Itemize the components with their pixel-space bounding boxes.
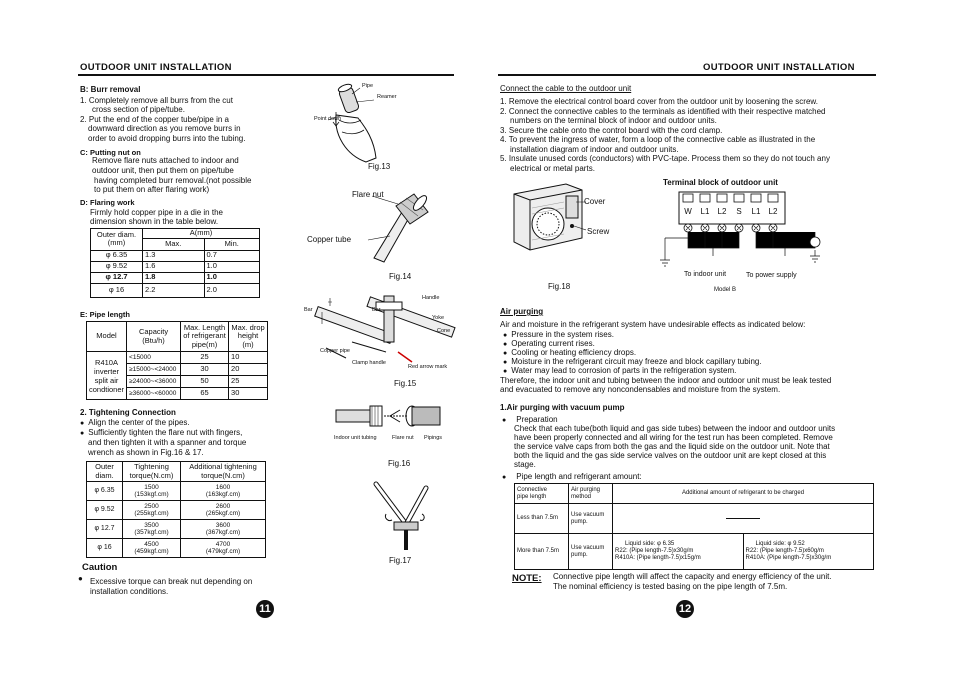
left-header: OUTDOOR UNIT INSTALLATION — [80, 62, 232, 73]
prep-line-3: the service valve caps from both the gas and the liquid side on the outdoor unit. Note that — [514, 442, 830, 451]
fig16-label-flare: Flare nut — [392, 435, 414, 441]
purge-bullet-5: ● Water may lead to corrosion of parts in the refrigeration system. — [503, 366, 736, 377]
purge-para-2b: and evacuated to remove any noncondensables and moisture from the system. — [500, 385, 781, 394]
connect-step-5b: electrical or metal parts. — [510, 164, 595, 173]
connect-step-5: 5. Insulate unused cords (conductors) with PVC-tape. Process them so they do not touch any — [500, 154, 830, 163]
pipe-model-cell: R410A inverter split air condtioner — [87, 352, 127, 400]
model-b-label: Model B — [714, 287, 737, 293]
connect-step-4: 4. To prevent the ingress of water, form a loop of the connective cable as illustrated in the — [500, 135, 816, 144]
caution-line-2: installation conditions. — [90, 587, 169, 596]
connect-step-2: 2. Connect the connective cables to the terminals as identified with their respective matched — [500, 107, 826, 116]
table-row: ≥15000~<24000 30 20 — [87, 364, 268, 376]
nut-title: C: Putting nut on — [80, 148, 141, 157]
refrigerant-table — [514, 483, 874, 570]
note-label: NOTE: — [512, 573, 542, 584]
table-row: φ 6.35 1.3 0.7 — [91, 250, 260, 261]
empty-amount-dash — [726, 518, 760, 519]
burr-line-1: 1. Completely remove all burrs from the cut — [80, 96, 233, 105]
nut-line-3: having completed burr removal.(not possible — [94, 176, 252, 185]
pipe-th-cap: Capacity (Btu/h) — [127, 322, 181, 352]
table-row: φ 9.52 2500 (255kgf.cm) 2600 (265kgf.cm) — [87, 501, 266, 520]
pipe-length-bullet: ● Pipe length and refrigerant amount: — [502, 472, 642, 483]
terminal-block-diagram — [655, 190, 825, 276]
terminal-label: L1 — [751, 207, 761, 216]
burr-line-4: downward direction as you remove burrs in — [88, 124, 241, 133]
nut-line-1: Remove flare nuts attached to indoor and — [92, 156, 239, 165]
fig16-label-indoor: Indoor unit tubing — [334, 435, 377, 441]
flare-th-min: Min. — [204, 238, 259, 250]
terminal-label: L1 — [700, 207, 710, 216]
table-row: Less than 7.5m Use vacuum pump. — [515, 504, 874, 534]
fig15-label-bar-1: Bar — [304, 307, 313, 313]
vacuum-title: 1.Air purging with vacuum pump — [500, 403, 625, 412]
fig16-caption: Fig.16 — [388, 459, 411, 468]
prep-line-2: have been properly connected and all wiring for the test run has been completed. Remove — [514, 433, 833, 442]
connect-title: Connect the cable to the outdoor unit — [500, 84, 632, 93]
table-row: φ 12.7 1.8 1.0 — [91, 272, 260, 283]
fig16-pipe-connection-illustration — [330, 396, 450, 436]
table-row: φ 12.7 3500 (357kgf.cm) 3600 (367kgf.cm) — [87, 520, 266, 539]
fig17-spanner-illustration — [366, 478, 446, 552]
table-row: More than 7.5m Use vacuum pump. Liquid side: φ 6.35 R22: (Pipe length-7.5)x30g/m R410A: (Pipe length-7.5)x15g/m Liquid side: φ 9.52 R22: (Pipe length-7.5)x60g/m R410A: (Pipe length-7.5)x30g/m — [515, 534, 874, 570]
pipe-table — [86, 321, 268, 400]
purge-bullet-3: ● Cooling or heating efficiency drops. — [503, 348, 636, 359]
fig15-label-yoke: Yoke — [432, 315, 445, 321]
tight-bullet-2b: and then tighten it with a spanner and torque — [88, 438, 247, 447]
right-header-rule — [498, 74, 876, 76]
fig15-label-handle: Handle — [422, 295, 440, 301]
page-number-left: 11 — [256, 600, 274, 618]
fig15-caption: Fig.15 — [394, 379, 417, 388]
table-row: R410A inverter split air condtioner <15000 25 10 — [87, 352, 268, 364]
flaring-line-1: Firmly hold copper pipe in a die in the — [90, 208, 223, 217]
prep-line-5: stage. — [514, 460, 536, 469]
note-line-2: The nominal efficiency is tested basing on the pipe length of 7.5m. — [553, 582, 788, 591]
table-row: ≥36000~<60000 65 30 — [87, 388, 268, 400]
connect-step-3: 3. Secure the cable onto the control board with the cord clamp. — [500, 126, 723, 135]
torque-th-t: Tightening torque(N.cm) — [123, 462, 181, 482]
fig15-label-copper: Copper pipe — [320, 348, 350, 354]
fig18-label-screw: Screw — [587, 227, 610, 236]
prep-bullet: ● Preparation — [502, 415, 558, 426]
fig14-label-copper: Copper tube — [307, 235, 352, 244]
table-row: φ 6.35 1500 (153kgf.cm) 1600 (163kgf.cm) — [87, 482, 266, 501]
fig13-label-reamer: Reamer — [377, 94, 397, 100]
fig18-caption: Fig.18 — [548, 282, 571, 291]
table-row: ≥24000~<36000 50 25 — [87, 376, 268, 388]
fig18-outdoor-unit-illustration — [510, 180, 586, 260]
flaring-line-2: dimension shown in the table below. — [90, 217, 219, 226]
fig13-label-point: Point down — [314, 116, 342, 122]
page-number-right: 12 — [676, 600, 694, 618]
connect-step-4b: installation diagram of indoor and outdoor units. — [510, 145, 679, 154]
fig14-flare-nut-illustration — [306, 188, 436, 268]
fig17-caption: Fig.17 — [389, 556, 412, 565]
connect-step-2b: numbers on the terminal block of indoor and outdoor units. — [510, 116, 717, 125]
burr-title: B: Burr removal — [80, 85, 141, 94]
to-indoor-unit-label: To indoor unit — [684, 271, 727, 278]
burr-line-3: 2. Put the end of the copper tube/pipe in a — [80, 115, 229, 124]
fig16-label-pipings: Pipings — [424, 435, 443, 441]
caution-bullet-icon: ● — [78, 574, 83, 583]
flare-table — [90, 228, 260, 298]
fig15-label-red-arrow: Red arrow mark — [408, 364, 448, 370]
pipe-title: E: Pipe length — [80, 310, 131, 319]
burr-line-5: order to avoid dropping burrs into the tubing. — [88, 134, 246, 143]
connect-step-1: 1. Remove the electrical control board cover from the outdoor unit by loosening the screw. — [500, 97, 818, 106]
note-line-1: Connective pipe length will affect the capacity and energy efficiency of the unit. — [553, 572, 832, 581]
terminal-label: S — [736, 207, 742, 216]
flaring-title: D: Flaring work — [80, 198, 135, 207]
prep-line-4: both the liquid and the gas side service valves on the outdoor unit are kept closed at this — [514, 451, 827, 460]
nut-line-2: outdoor unit, then put them on pipe/tube — [92, 166, 234, 175]
table-row: φ 16 2.2 2.0 — [91, 283, 260, 297]
terminal-label: W — [684, 207, 692, 216]
ref-th-method: Air purging method — [569, 484, 613, 504]
purge-bullet-4: ● Moisture in the refrigerant circuit may freeze and block capillary tubing. — [503, 357, 762, 368]
terminal-block-title: Terminal block of outdoor unit — [663, 178, 778, 187]
purge-bullet-2: ● Operating current rises. — [503, 339, 595, 350]
ref-th-length: Connective pipe length — [515, 484, 569, 504]
torque-th-a: Additional tightening torque(N.cm) — [181, 462, 266, 482]
fig14-caption: Fig.14 — [389, 272, 412, 281]
fig15-label-clamp: Clamp handle — [352, 360, 386, 366]
pipe-th-drop: Max. drop height (m) — [229, 322, 268, 352]
prep-line-1: Check that each tube(both liquid and gas side tubes) between the indoor and outdoor units — [514, 424, 836, 433]
table-row: φ 16 4500 (459kgf.cm) 4700 (479kgf.cm) — [87, 539, 266, 558]
nut-line-4: to put them on after flaring work) — [94, 185, 210, 194]
right-header: OUTDOOR UNIT INSTALLATION — [703, 62, 855, 73]
tight-bullet-1: ● Align the center of the pipes. — [80, 418, 190, 429]
purge-title: Air purging — [500, 307, 544, 316]
torque-table — [86, 461, 266, 558]
caution-line-1: Excessive torque can break nut depending on — [90, 577, 253, 586]
purge-bullet-1: ● Pressure in the system rises. — [503, 330, 614, 341]
tight-bullet-2: ● Sufficiently tighten the flare nut with fingers, — [80, 428, 242, 439]
ref-th-amount: Additional amount of refrigerant to be charged — [613, 484, 874, 504]
flare-th-outer: Outer diam. (mm) — [91, 229, 143, 251]
terminal-label: L2 — [717, 207, 727, 216]
fig14-label-flare: Flare nut — [352, 190, 384, 199]
tight-title: 2. Tightening Connection — [80, 408, 176, 417]
burr-line-2: cross section of pipe/tube. — [92, 105, 185, 114]
fig18-label-cover: Cover — [584, 197, 606, 206]
left-header-rule — [78, 74, 454, 76]
flare-th-a: A(mm) — [143, 229, 260, 239]
terminal-label: L2 — [768, 207, 778, 216]
pipe-th-model: Model — [87, 322, 127, 352]
tight-bullet-2c: wrench as shown in Fig.16 & 17. — [88, 448, 204, 457]
terminal-labels — [681, 207, 780, 217]
fig13-caption: Fig.13 — [368, 162, 391, 171]
flare-th-max: Max. — [143, 238, 205, 250]
table-row: φ 9.52 1.6 1.0 — [91, 261, 260, 272]
caution-title: Caution — [82, 562, 118, 573]
to-power-supply-label: To power supply — [746, 272, 797, 279]
torque-th-outer: Outer diam. — [87, 462, 123, 482]
fig15-label-bar-2: Bar — [372, 307, 381, 313]
purge-para-2: Therefore, the indoor unit and tubing between the indoor and outdoor unit must be leak tested — [500, 376, 832, 385]
fig13-label-pipe: Pipe — [362, 83, 374, 89]
pipe-th-len: Max. Length of refrigerant pipe(m) — [181, 322, 229, 352]
purge-intro: Air and moisture in the refrigerant system have undesirable effects as indicated below: — [500, 320, 806, 329]
fig15-label-cone: Cone — [437, 328, 451, 334]
